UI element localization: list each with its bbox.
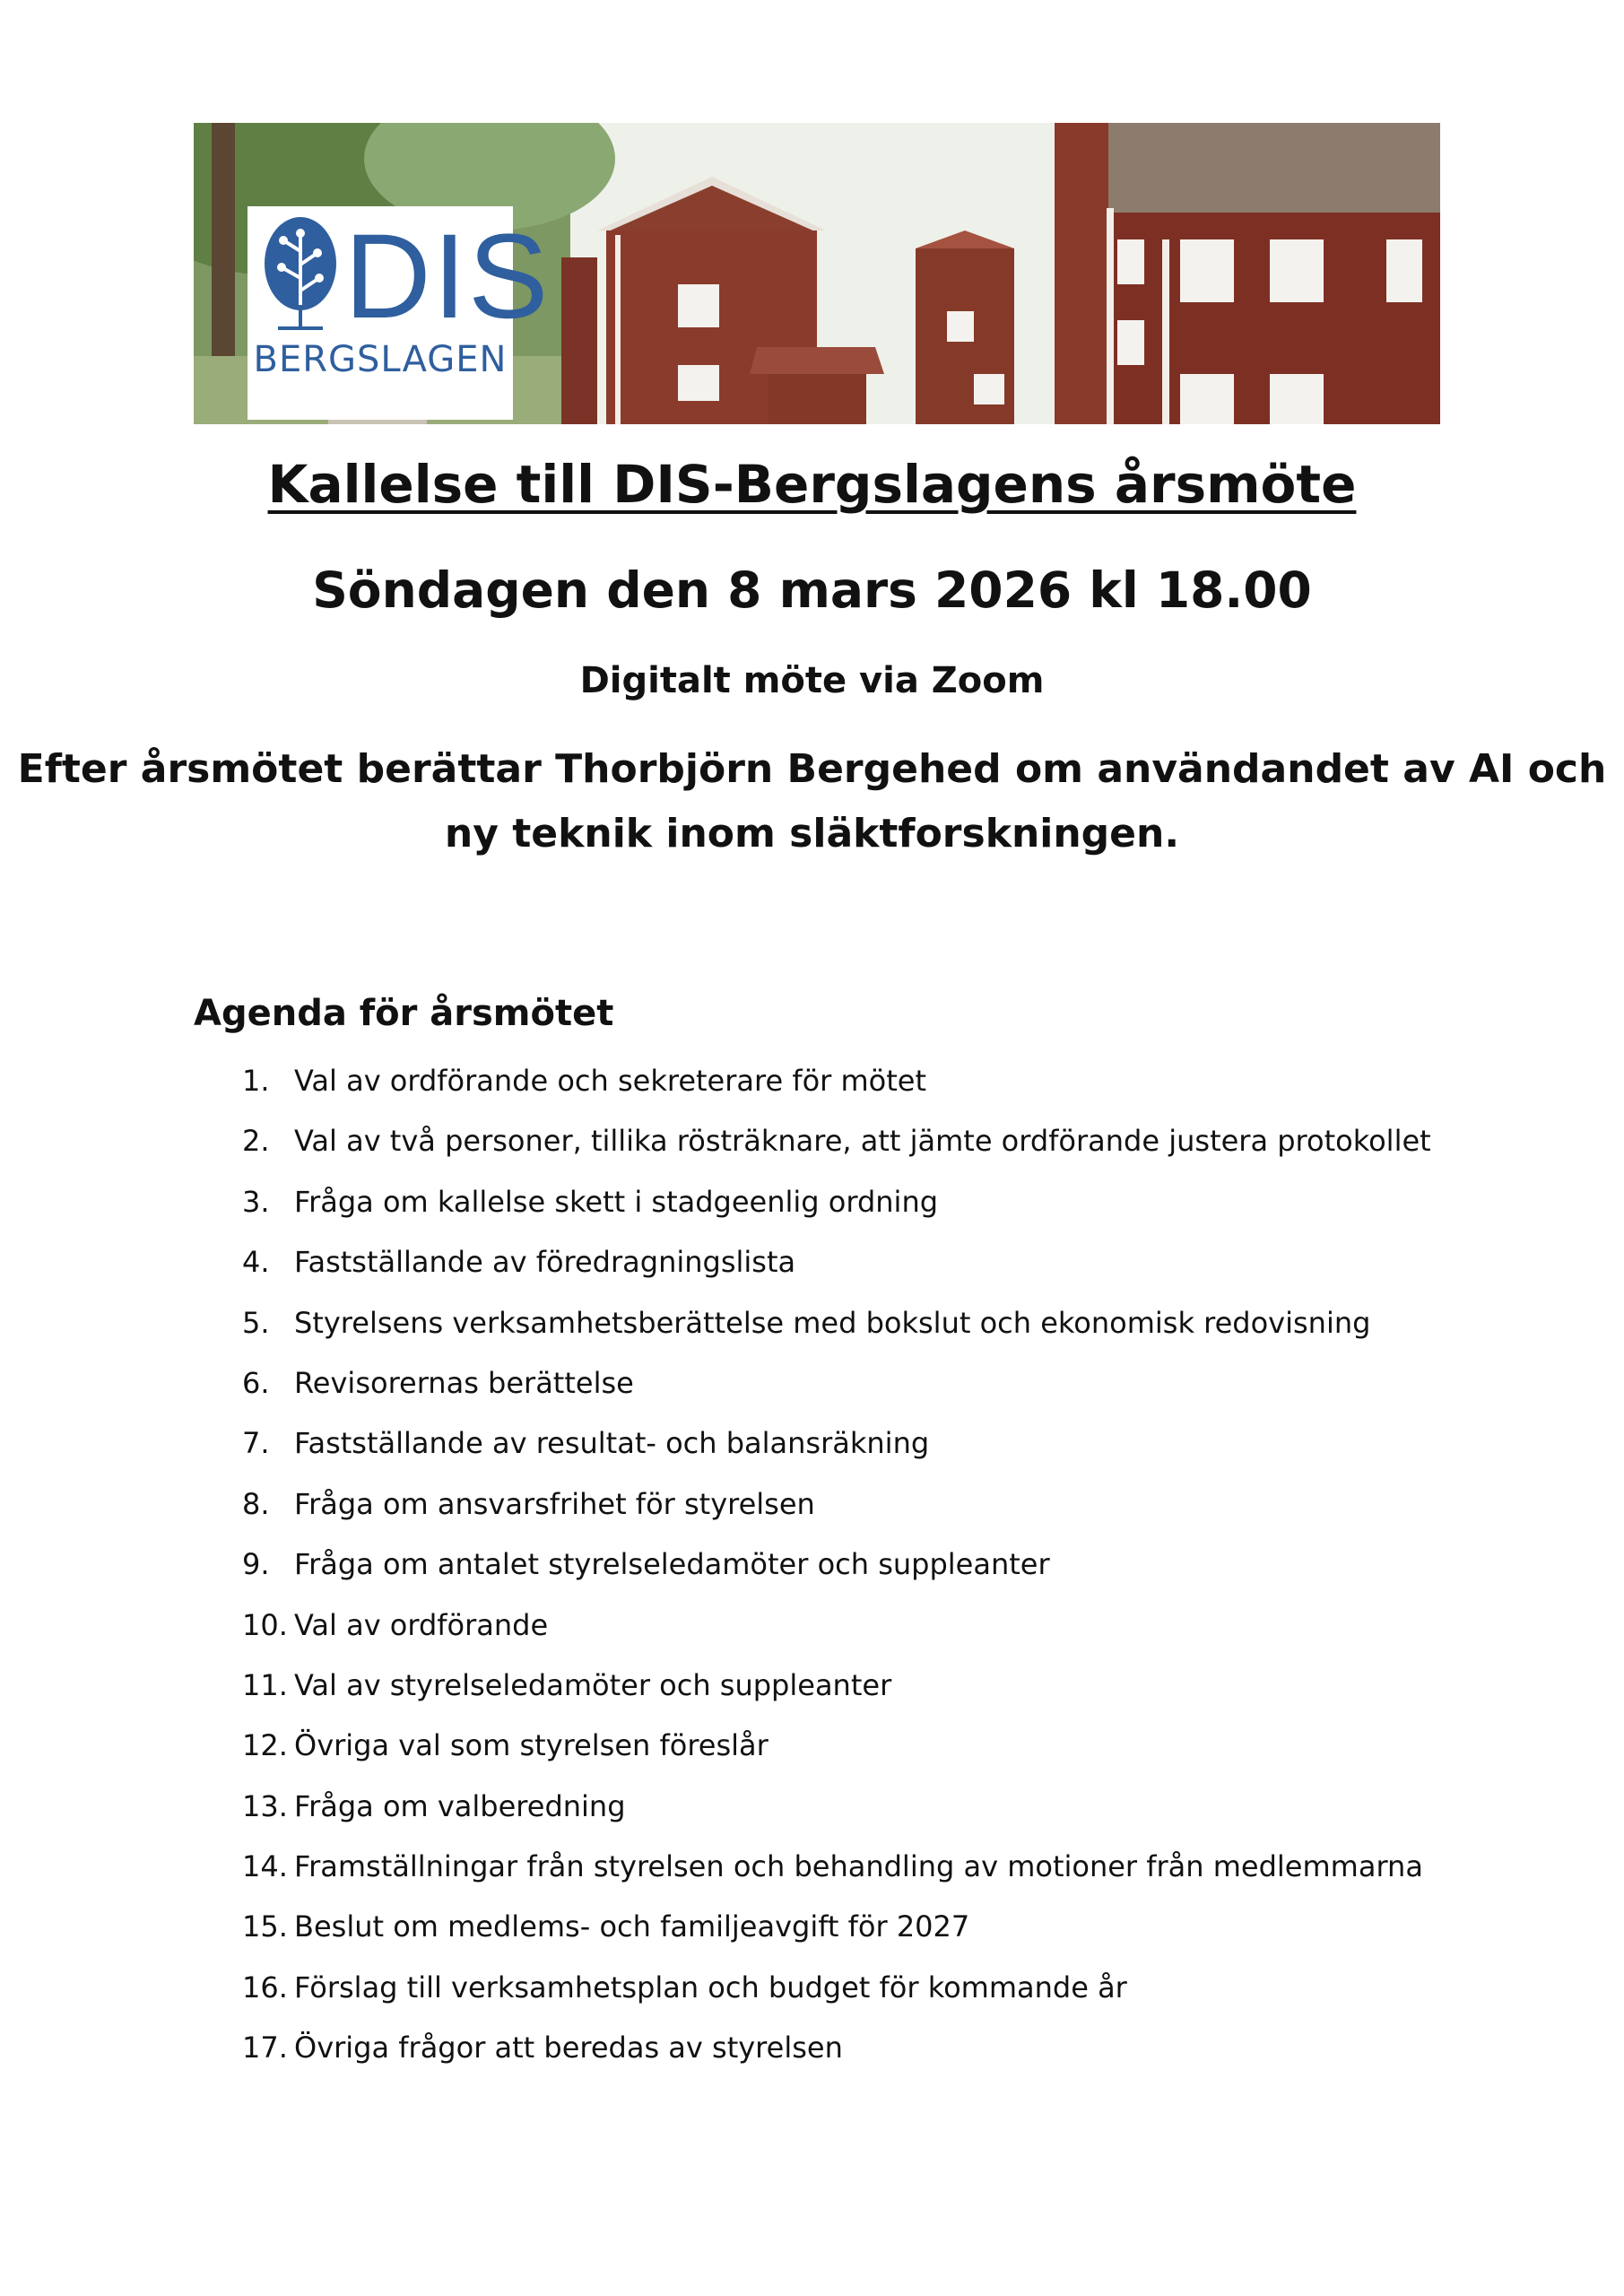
agenda-item [242, 1727, 1431, 1787]
agenda-item-text: Val av ordförande och sekreterare för mötet [294, 1064, 927, 1098]
agenda-item-text: Fråga om valberedning [294, 1788, 626, 1823]
agenda-item [242, 1244, 1431, 1304]
agenda-item-number: 4. [242, 1245, 270, 1280]
logo-dis-text: DIS [344, 210, 551, 344]
agenda-item-number: 15. [242, 1909, 288, 1944]
agenda-item-text: Fråga om kallelse skett i stadgeenlig ordning [294, 1184, 939, 1219]
dis-logo [248, 206, 551, 420]
agenda-item-text: Övriga frågor att beredas av styrelsen [294, 2031, 843, 2066]
agenda-item-number: 3. [242, 1184, 270, 1219]
meeting-date: Söndagen den 8 mars 2026 kl 18.00 [312, 561, 1312, 619]
agenda-item-number: 11. [242, 1667, 288, 1702]
agenda-item-number: 13. [242, 1788, 288, 1823]
agenda-item-number: 14. [242, 1849, 288, 1884]
agenda-item-number: 10. [242, 1607, 288, 1642]
agenda-item-number: 1. [242, 1064, 270, 1098]
agenda-item [242, 1365, 1431, 1425]
agenda-item-number: 7. [242, 1426, 270, 1461]
agenda-item-text: Fastställande av föredragningslista [294, 1245, 796, 1280]
agenda-item-number: 5. [242, 1305, 270, 1340]
tree-icon [260, 215, 341, 332]
header-banner [194, 123, 1440, 424]
agenda-item [242, 1909, 1431, 1969]
agenda-item-number: 9. [242, 1547, 270, 1582]
agenda-item-number: 16. [242, 1970, 288, 2005]
agenda-item [242, 1607, 1431, 1667]
after-meeting-note: Efter årsmötet berättar Thorbjörn Bergehed om användandet av AI och ny teknik inom släktforskningen. [17, 746, 1607, 857]
page-title: Kallelse till DIS-Bergslagens årsmöte [267, 454, 1357, 515]
agenda-item-text: Revisorernas berättelse [294, 1365, 634, 1400]
agenda-item [242, 1184, 1431, 1244]
agenda-item [242, 1425, 1431, 1485]
agenda-title: Agenda för årsmötet [194, 993, 614, 1034]
logo-subtitle: BERGSLAGEN [253, 339, 508, 380]
agenda-item-number: 2. [242, 1124, 270, 1159]
agenda-item-number: 8. [242, 1486, 270, 1521]
agenda-item-number: 12. [242, 1728, 288, 1763]
agenda-item [242, 1305, 1431, 1365]
agenda-item [242, 1123, 1431, 1183]
agenda-item-text: Beslut om medlems- och familjeavgift för 2027 [294, 1909, 970, 1944]
agenda-item-text: Framställningar från styrelsen och behandling av motioner från medlemmarna [294, 1849, 1423, 1884]
agenda-item-text: Val av ordförande [294, 1607, 549, 1642]
agenda-item [242, 1667, 1431, 1727]
agenda-item [242, 1788, 1431, 1848]
agenda-item-text: Fråga om ansvarsfrihet för styrelsen [294, 1486, 815, 1521]
agenda-item-text: Val av styrelseledamöter och suppleanter [294, 1667, 892, 1702]
agenda-item [242, 2030, 1431, 2090]
agenda-item-text: Övriga val som styrelsen föreslår [294, 1728, 769, 1763]
agenda-item-text: Styrelsens verksamhetsberättelse med bokslut och ekonomisk redovisning [294, 1305, 1371, 1340]
agenda-item [242, 1848, 1431, 1909]
agenda-item-number: 6. [242, 1365, 270, 1400]
agenda-item [242, 1063, 1431, 1123]
agenda-item-number: 17. [242, 2031, 288, 2066]
agenda-item-text: Fastställande av resultat- och balansräkning [294, 1426, 930, 1461]
agenda-list [242, 1063, 1431, 2091]
agenda-item-text: Förslag till verksamhetsplan och budget för kommande år [294, 1970, 1127, 2005]
agenda-item [242, 1970, 1431, 2030]
agenda-item-text: Val av två personer, tillika rösträknare, att jämte ordförande justera protokollet [294, 1124, 1431, 1159]
agenda-item [242, 1486, 1431, 1546]
agenda-item [242, 1546, 1431, 1606]
meeting-format: Digitalt möte via Zoom [579, 660, 1045, 701]
agenda-item-text: Fråga om antalet styrelseledamöter och suppleanter [294, 1547, 1050, 1582]
